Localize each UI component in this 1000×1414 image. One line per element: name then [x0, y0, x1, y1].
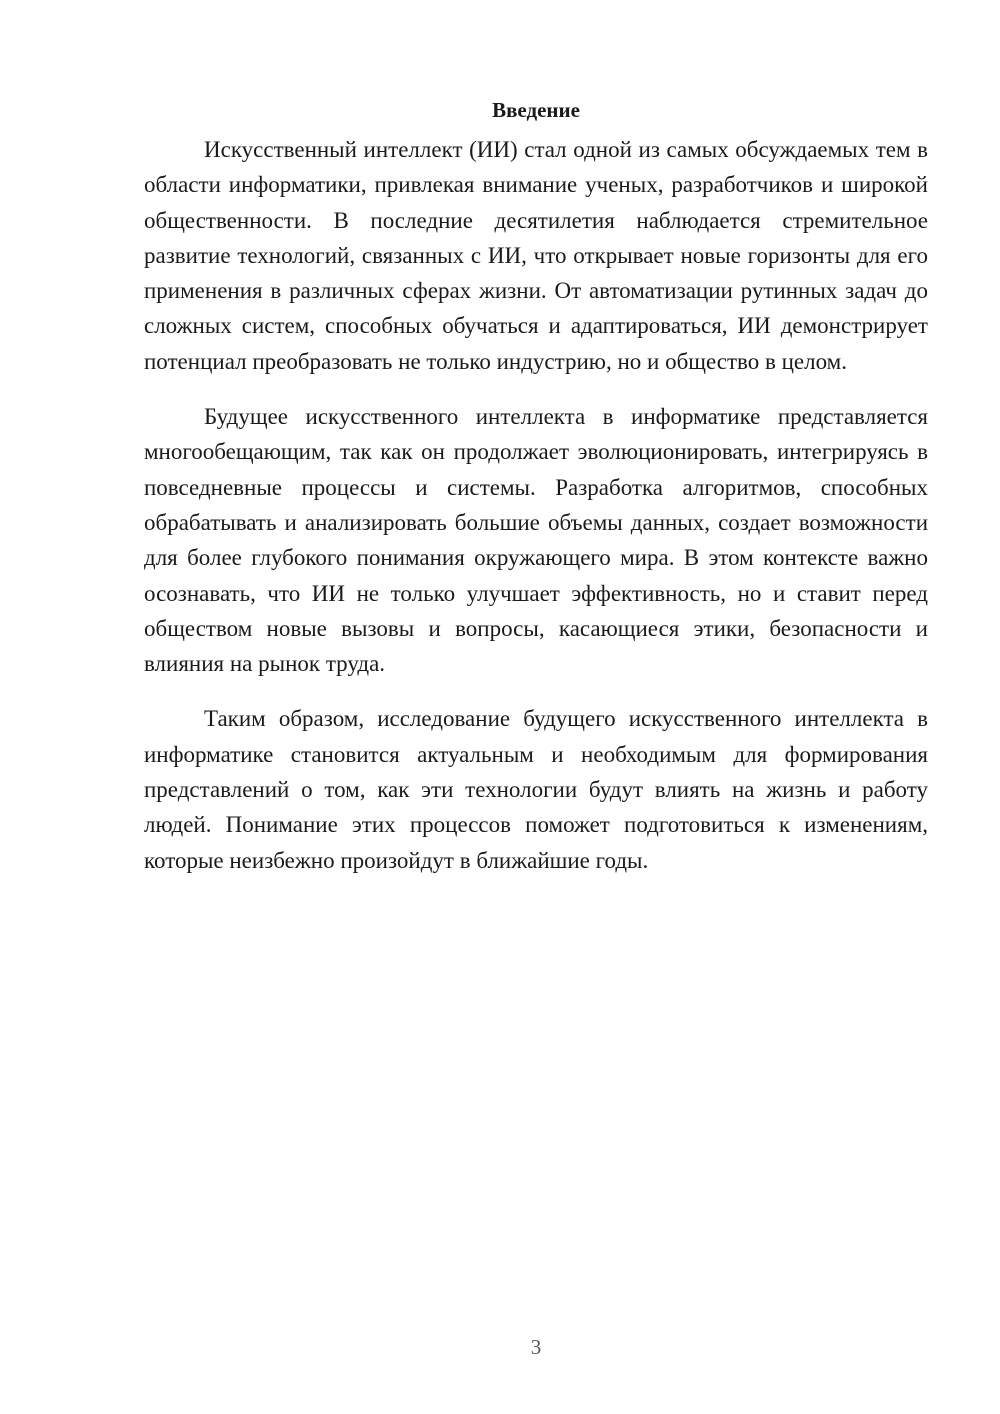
document-body: [144, 92, 928, 898]
paragraph-3: Таким образом, исследование будущего искусственного интеллекта в информатике становится актуальным и необходимым для формирования представлений о том, как эти технологии будут влиять на жизнь и работу людей. Понимание этих процессов поможет подготовиться к изменениям, которые неизбежно произойдут в ближайшие годы.: [144, 706, 928, 873]
paragraph-1: Искусственный интеллект (ИИ) стал одной из самых обсуждаемых тем в области информатики, привлекая внимание ученых, разработчиков и широкой общественности. В последние десятилетия наблюдается стремительное развитие технологий, связанных с ИИ, что открывает новые горизонты для его применения в различных сферах жизни. От автоматизации рутинных задач до сложных систем, способных обучаться и адаптироваться, ИИ демонстрирует потенциал преобразовать не только индустрию, но и общество в целом.: [144, 137, 928, 374]
paragraph-2: Будущее искусственного интеллекта в информатике представляется многообещающим, так как он продолжает эволюционировать, интегрируясь в повседневные процессы и системы. Разработка алгоритмов, способных обрабатывать и анализировать большие объемы данных, создает возможности для более глубокого понимания окружающего мира. В этом контексте важно осознавать, что ИИ не только улучшает эффективность, но и ставит перед обществом новые вызовы и вопросы, касающиеся этики, безопасности и влияния на рынок труда.: [144, 404, 928, 677]
section-title: Введение: [492, 98, 580, 122]
page-number: 3: [530, 1335, 542, 1359]
